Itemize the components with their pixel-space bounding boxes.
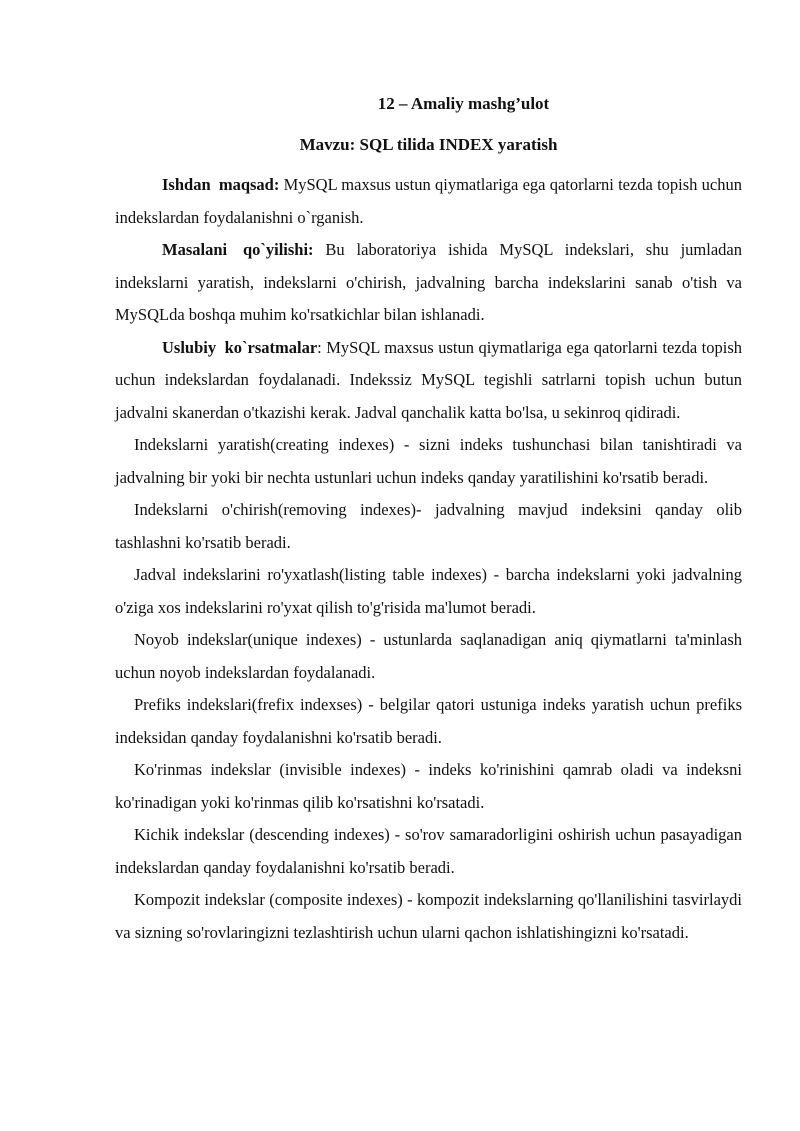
list-item-prefix-indexes: Prefiks indekslari(frefix indexses) - belgilar qatori ustuniga indeks yaratish uchun prefiks indeksidan qanday foydalanishni ko'rsatib beradi. (115, 695, 742, 747)
page-title: 12 – Amaliy mashg’ulot (377, 94, 550, 113)
paragraph-qoyilishi (115, 234, 742, 332)
list-item-invisible-indexes: Ko'rinmas indekslar (invisible indexes) - indeks ko'rinishini qamrab oladi va indeksni ko'rinadigan yoki ko'rinmas qilib ko'rsatishni ko'rsatadi. (115, 760, 742, 812)
document-page (115, 88, 742, 949)
label-maqsad: Ishdan maqsad: (162, 175, 280, 194)
list-item-removing-indexes: Indekslarni o'chirish(removing indexes)- jadvalning mavjud indeksini qanday olib tashlashni ko'rsatib beradi. (115, 500, 742, 552)
list-item-unique-indexes: Noyob indekslar(unique indexes) - ustunlarda saqlanadigan aniq qiymatlarni ta'minlash uchun noyob indekslardan foydalanadi. (115, 630, 742, 682)
text-qoyilishi: Bu laboratoriya ishida MySQL indekslari, shu jumladan indekslarni yaratish, indekslarni o'chirish, jadvalning barcha indekslarini sanab o'tish va MySQLda boshqa muhim ko'rsatkichlar bilan ishlanadi. (115, 240, 742, 324)
list-item-composite-indexes: Kompozit indekslar (composite indexes) - kompozit indekslarning qo'llanilishini tasvirlaydi va sizning so'rovlaringizni tezlashtirish uchun ularni qachon ishlatishingizni ko'rsatadi. (115, 890, 742, 942)
label-korsatmalar: Uslubiy ko`rsatmalar (162, 337, 318, 357)
paragraph-maqsad (115, 169, 742, 234)
list-item-descending-indexes: Kichik indekslar (descending indexes) - so'rov samaradorligini oshirish uchun pasayadigan indekslardan qanday foydalanishni ko'rsatib beradi. (115, 825, 742, 877)
text-korsatmalar: : MySQL maxsus ustun qiymatlariga ega qatorlarni tezda topish uchun indekslardan foydalanadi. Indekssiz MySQL tegishli satrlarni topish uchun butun jadvalni skanerdan o'tkazishi kerak. Jadval qanchalik katta bo'lsa, u sekinroq qidiradi. (115, 337, 743, 422)
paragraph-korsatmalar (115, 332, 742, 430)
text-maqsad: MySQL maxsus ustun qiymatlariga ega qatorlarni tezda topish uchun indekslardan foydalanishni o`rganish. (115, 175, 742, 227)
page-subtitle: Mavzu: SQL tilida INDEX yaratish (299, 135, 558, 154)
list-item-listing-indexes: Jadval indekslarini ro'yxatlash(listing table indexes) - barcha indekslarni yoki jadvalning o'ziga xos indekslarini ro'yxat qilish to'g'risida ma'lumot beradi. (115, 565, 742, 617)
label-qoyilishi: Masalani qo`yilishi: (162, 240, 314, 259)
list-item-creating-indexes: Indekslarni yaratish(creating indexes) - sizni indeks tushunchasi bilan tanishtiradi va jadvalning bir yoki bir nechta ustunlari uchun indeks qanday yaratilishini ko'rsatib beradi. (115, 435, 742, 487)
